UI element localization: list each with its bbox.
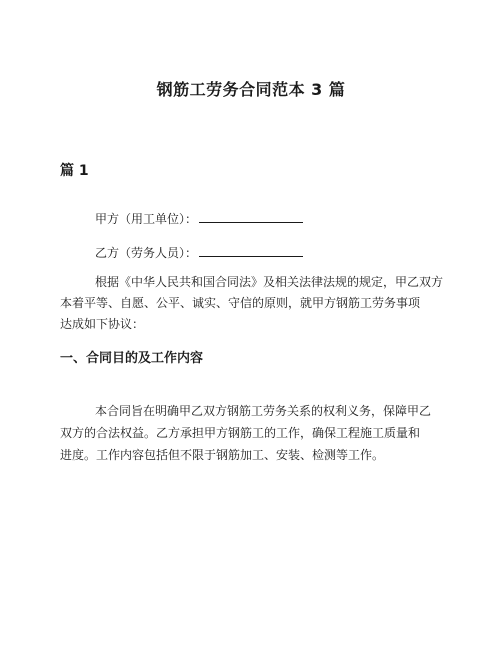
clause1-heading: 一、合同目的及工作内容: [60, 351, 204, 366]
party-a-label: 甲方（用工单位）：: [95, 212, 198, 226]
intro-line-2: 本着平等、自愿、公平、诚实、守信的原则，就甲方钢筋工劳务事项: [60, 296, 421, 310]
intro-line-3: 达成如下协议：: [60, 317, 145, 331]
intro-line-1: 根据《中华人民共和国合同法》及相关法律法规的规定，甲乙双方: [95, 275, 444, 289]
clause1-line-2: 双方的合法权益。乙方承担甲方钢筋工的工作，确保工程施工质量和: [60, 426, 421, 440]
clause1-line-1: 本合同旨在明确甲乙双方钢筋工劳务关系的权利义务，保障甲乙: [95, 404, 432, 418]
party-a-blank: [199, 210, 303, 223]
party-a-line: [95, 210, 303, 227]
document-title: 钢筋工劳务合同范本 3 篇: [156, 80, 346, 99]
section-heading: 篇 1: [60, 163, 89, 179]
party-b-blank: [199, 244, 303, 257]
party-b-line: [95, 244, 303, 261]
party-b-label: 乙方（劳务人员）：: [95, 246, 198, 260]
clause1-line-3: 进度。工作内容包括但不限于钢筋加工、安装、检测等工作。: [60, 448, 385, 462]
